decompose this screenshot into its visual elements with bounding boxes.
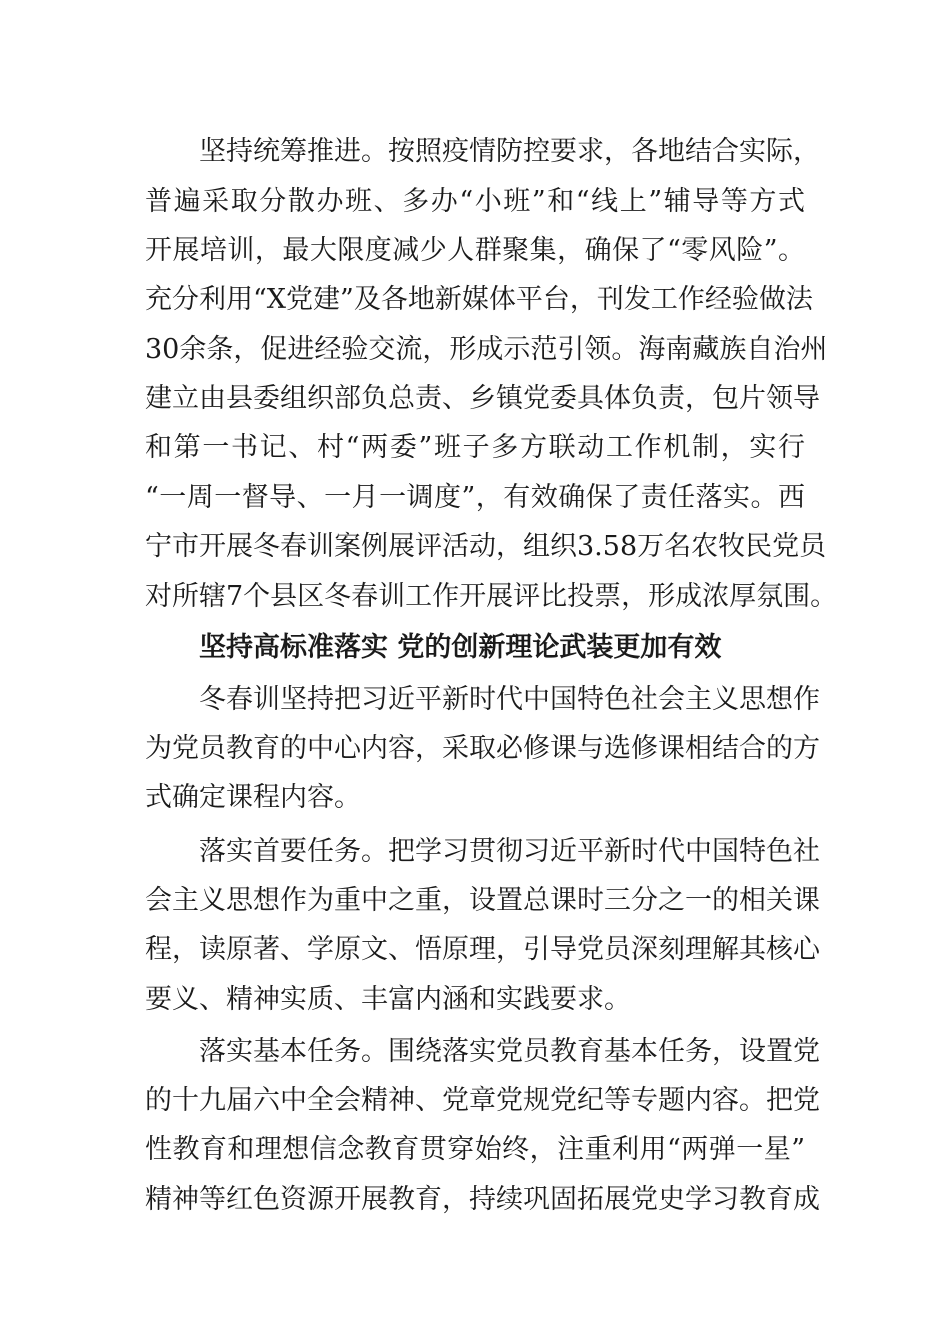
paragraph-line: 开展培训，最大限度减少人群聚集，确保了“零风险”。 bbox=[145, 235, 805, 266]
paragraph-line: 性教育和理想信念教育贯穿始终，注重利用“两弹一星” bbox=[145, 1134, 805, 1165]
paragraph-line: 为党员教育的中心内容，采取必修课与选修课相结合的方 bbox=[145, 733, 820, 764]
paragraph-line: 落实首要任务。把学习贯彻习近平新时代中国特色社 bbox=[199, 836, 820, 867]
paragraph-line: 宁市开展冬春训案例展评活动，组织3.58万名农牧民党员 bbox=[145, 531, 827, 562]
paragraph-line: 坚持统筹推进。按照疫情防控要求，各地结合实际， bbox=[199, 136, 820, 167]
paragraph-line: 冬春训坚持把习近平新时代中国特色社会主义思想作 bbox=[199, 684, 820, 715]
paragraph-line: 程，读原著、学原文、悟原理，引导党员深刻理解其核心 bbox=[145, 934, 820, 965]
paragraph-line: 式确定课程内容。 bbox=[145, 782, 361, 813]
paragraph-line: 普遍采取分散办班、多办“小班”和“线上”辅导等方式 bbox=[145, 186, 805, 217]
paragraph-line: 要义、精神实质、丰富内涵和实践要求。 bbox=[145, 984, 631, 1015]
paragraph-line: 充分利用“X党建”及各地新媒体平台，刊发工作经验做法 bbox=[145, 284, 813, 315]
paragraph-line: 落实基本任务。围绕落实党员教育基本任务，设置党 bbox=[199, 1036, 820, 1067]
paragraph-line: 会主义思想作为重中之重，设置总课时三分之一的相关课 bbox=[145, 885, 820, 916]
paragraph-line: 对所辖7个县区冬春训工作开展评比投票，形成浓厚氛围。 bbox=[145, 581, 838, 612]
paragraph-line: 精神等红色资源开展教育，持续巩固拓展党史学习教育成 bbox=[145, 1184, 820, 1215]
paragraph-line: “一周一督导、一月一调度”，有效确保了责任落实。西 bbox=[145, 482, 805, 513]
paragraph-line: 的十九届六中全会精神、党章党规党纪等专题内容。把党 bbox=[145, 1085, 820, 1116]
paragraph-line: 30余条，促进经验交流，形成示范引领。海南藏族自治州 bbox=[145, 334, 828, 365]
paragraph-line: 和第一书记、村“两委”班子多方联动工作机制，实行 bbox=[145, 432, 805, 463]
paragraph-line: 建立由县委组织部负总责、乡镇党委具体负责，包片领导 bbox=[145, 383, 820, 414]
section-heading: 坚持高标准落实 党的创新理论武装更加有效 bbox=[199, 632, 722, 663]
